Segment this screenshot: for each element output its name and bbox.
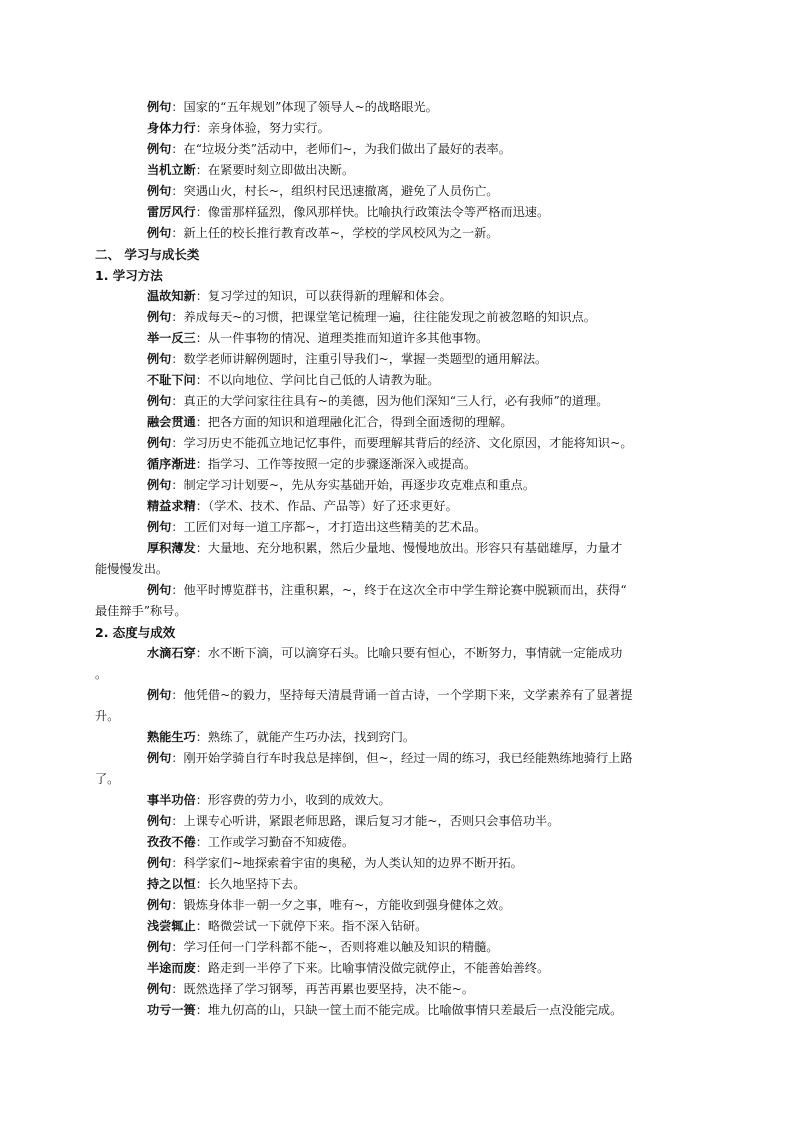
example-text: ：真正的大学问家往往具有~的美德，因为他们深知“三人行，必有我师”的道理。 (171, 394, 609, 408)
example-sentence-line (95, 181, 707, 202)
example-sentence-line (95, 853, 707, 874)
idiom-definition-line (95, 538, 707, 559)
example-label: 例句 (147, 583, 172, 597)
idiom-term: 半途而废 (147, 961, 196, 975)
idiom-definition: ：亲身体验，努力实行。 (195, 121, 330, 135)
idiom-term: 当机立断 (147, 163, 196, 177)
example-label: 例句 (147, 520, 172, 534)
example-label: 例句 (147, 226, 172, 240)
example-text: ：制定学习计划要~，先从夯实基础开始，再逐步攻克难点和重点。 (171, 478, 536, 492)
idiom-definition-line (95, 958, 707, 979)
example-text: ：他凭借~的毅力，坚持每天清晨背诵一首古诗，一个学期下来，文学素养有了显著提 (171, 688, 633, 702)
example-label: 例句 (147, 940, 172, 954)
idiom-definition: ：形容费的劳力小，收到的成效大。 (195, 793, 391, 807)
idiom-definition: ：把各方面的知识和道理融化汇合，得到全面透彻的理解。 (195, 415, 513, 429)
idiom-definition: ：像雷那样猛烈，像风那样快。比喻执行政策法令等严格而迅速。 (195, 205, 550, 219)
example-label: 例句 (147, 436, 172, 450)
example-label: 例句 (147, 688, 172, 702)
idiom-term: 雷厉风行 (147, 205, 196, 219)
continuation-line: 升。 (95, 709, 120, 723)
example-text: ：国家的“五年规划”体现了领导人~的战略眼光。 (171, 100, 438, 114)
example-sentence-line (95, 307, 707, 328)
example-sentence-line (95, 979, 707, 1000)
idiom-definition-line (95, 118, 707, 139)
idiom-term: 事半功倍 (147, 793, 196, 807)
example-sentence-line (95, 895, 707, 916)
idiom-definition-line (95, 832, 707, 853)
idiom-definition-line (95, 412, 707, 433)
idiom-definition: ：水不断下滴，可以滴穿石头。比喻只要有恒心，不断努力，事情就一定能成功 (195, 646, 623, 660)
idiom-term: 精益求精 (147, 499, 196, 513)
idiom-definition: ：不以向地位、学问比自己低的人请教为耻。 (195, 373, 440, 387)
idiom-definition-line (95, 160, 707, 181)
idiom-definition-line (95, 202, 707, 223)
idiom-term: 水滴石穿 (147, 646, 196, 660)
idiom-definition-line (95, 496, 707, 517)
idiom-definition: ：大量地、充分地积累，然后少量地、慢慢地放出。形容只有基础雄厚，力量才 (195, 541, 623, 555)
example-label: 例句 (147, 142, 172, 156)
idiom-term: 循序渐进 (147, 457, 196, 471)
example-sentence-line (95, 685, 707, 706)
idiom-definition-line (95, 454, 707, 475)
idiom-definition: ：指学习、工作等按照一定的步骤逐渐深入或提高。 (195, 457, 477, 471)
example-label: 例句 (147, 751, 172, 765)
idiom-term: 熟能生巧 (147, 730, 196, 744)
idiom-definition-line (95, 370, 707, 391)
idiom-term: 厚积薄发 (147, 541, 196, 555)
example-label: 例句 (147, 982, 172, 996)
section-heading: 2. 态度与成效 (95, 625, 176, 640)
example-label: 例句 (147, 856, 172, 870)
idiom-definition-line (95, 727, 707, 748)
example-text: ：科学家们~地探索着宇宙的奥秘，为人类认知的边界不断开拓。 (171, 856, 523, 870)
example-sentence-line (95, 517, 707, 538)
example-label: 例句 (147, 898, 172, 912)
continuation-line: 能慢慢发出。 (95, 562, 169, 576)
idiom-term: 身体力行 (147, 121, 196, 135)
example-sentence-line (95, 433, 707, 454)
idiom-definition: ：熟练了，就能产生巧办法，找到窍门。 (195, 730, 416, 744)
idiom-definition: ：长久地坚持下去。 (195, 877, 306, 891)
example-label: 例句 (147, 310, 172, 324)
example-sentence-line (95, 349, 707, 370)
idiom-term: 温故知新 (147, 289, 196, 303)
example-sentence-line (95, 580, 707, 601)
idiom-term: 持之以恒 (147, 877, 196, 891)
idiom-definition-line (95, 643, 707, 664)
section-heading: 二、 学习与成长类 (95, 247, 200, 262)
idiom-term: 浅尝辄止 (147, 919, 196, 933)
example-sentence-line (95, 391, 707, 412)
example-sentence-line (95, 139, 707, 160)
idiom-definition: ：（学术、技术、作品、产品等）好了还求更好。 (195, 499, 458, 513)
idiom-definition-line (95, 286, 707, 307)
idiom-term: 举一反三 (147, 331, 196, 345)
example-label: 例句 (147, 184, 172, 198)
section-heading: 1. 学习方法 (95, 268, 163, 283)
example-text: ：他平时博览群书，注重积累，~，终于在这次全市中学生辩论赛中脱颖而出，获得“ (171, 583, 627, 597)
idiom-definition: ：在紧要时刻立即做出决断。 (195, 163, 355, 177)
idiom-definition: ：从一件事物的情况、道理类推而知道许多其他事物。 (195, 331, 489, 345)
example-text: ：新上任的校长推行教育改革~，学校的学风校风为之一新。 (171, 226, 499, 240)
example-text: ：数学老师讲解例题时，注重引导我们~，掌握一类题型的通用解法。 (171, 352, 548, 366)
example-sentence-line (95, 748, 707, 769)
example-sentence-line (95, 811, 707, 832)
idiom-definition-line (95, 1000, 707, 1021)
example-label: 例句 (147, 478, 172, 492)
example-label: 例句 (147, 394, 172, 408)
example-text: ：养成每天~的习惯，把课堂笔记梳理一遍，往往能发现之前被忽略的知识点。 (171, 310, 596, 324)
idiom-definition: ：工作或学习勤奋不知疲倦。 (195, 835, 355, 849)
idiom-definition-line (95, 916, 707, 937)
example-text: ：学习历史不能孤立地记忆事件，而要理解其背后的经济、文化原因，才能将知识~。 (171, 436, 633, 450)
idiom-term: 不耻下问 (147, 373, 196, 387)
example-text: ：突遇山火，村长~，组织村民迅速撤离，避免了人员伤亡。 (171, 184, 499, 198)
example-sentence-line (95, 475, 707, 496)
example-text: ：学习任何一门学科都不能~，否则将难以触及知识的精髓。 (171, 940, 499, 954)
example-text: ：既然选择了学习钢琴，再苦再累也要坚持，决不能~。 (171, 982, 475, 996)
example-label: 例句 (147, 352, 172, 366)
idiom-term: 孜孜不倦 (147, 835, 196, 849)
example-label: 例句 (147, 100, 172, 114)
continuation-line: 最佳辩手”称号。 (95, 604, 187, 618)
example-text: ：上课专心听讲，紧跟老师思路，课后复习才能~，否则只会事倍功半。 (171, 814, 560, 828)
idiom-definition: ：路走到一半停了下来。比喻事情没做完就停止，不能善始善终。 (195, 961, 550, 975)
example-text: ：刚开始学骑自行车时我总是摔倒，但~，经过一周的练习，我已经能熟练地骑行上路 (171, 751, 633, 765)
idiom-term: 融会贯通 (147, 415, 196, 429)
example-text: ：在“垃圾分类”活动中，老师们~，为我们做出了最好的表率。 (171, 142, 511, 156)
continuation-line: 了。 (95, 772, 120, 786)
idiom-definition: ：复习学过的知识，可以获得新的理解和体会。 (195, 289, 452, 303)
example-label: 例句 (147, 814, 172, 828)
idiom-term: 功亏一篑 (147, 1003, 196, 1017)
example-sentence-line (95, 97, 707, 118)
idiom-definition-line (95, 874, 707, 895)
document-body (95, 97, 707, 1021)
idiom-definition: ：略微尝试一下就停下来。指不深入钻研。 (195, 919, 428, 933)
example-text: ：工匠们对每一道工序都~，才打造出这些精美的艺术品。 (171, 520, 487, 534)
idiom-definition-line (95, 790, 707, 811)
continuation-line: 。 (95, 667, 108, 681)
idiom-definition: ：堆九仞高的山，只缺一筐土而不能完成。比喻做事情只差最后一点没能完成。 (195, 1003, 623, 1017)
idiom-definition-line (95, 328, 707, 349)
example-sentence-line (95, 223, 707, 244)
example-text: ：锻炼身体非一朝一夕之事，唯有~，方能收到强身健体之效。 (171, 898, 511, 912)
example-sentence-line (95, 937, 707, 958)
